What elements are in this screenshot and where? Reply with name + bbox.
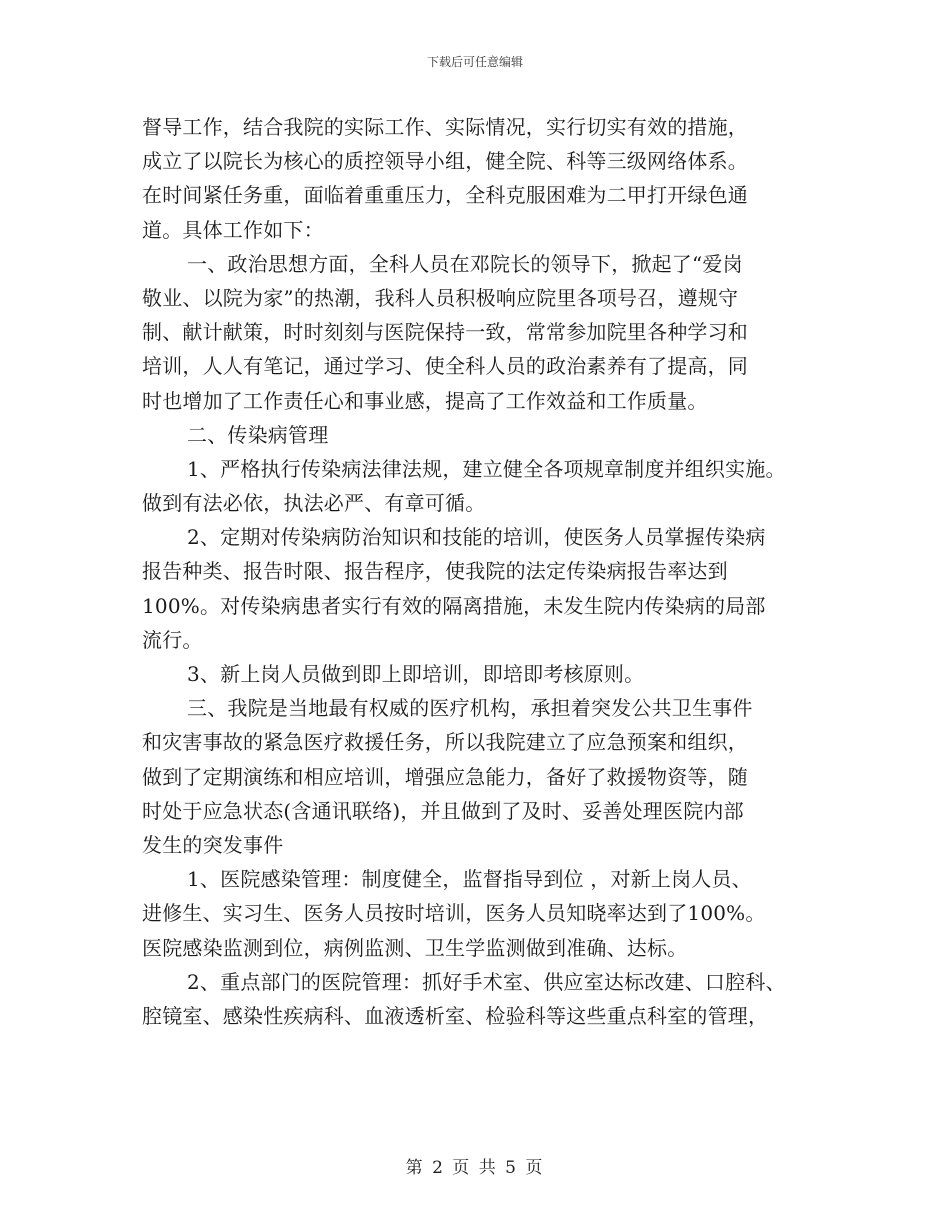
body-line: 报告种类、报告时限、报告程序，使我院的法定传染病报告率达到 — [142, 559, 728, 584]
list-item-key-departments: 2、重点部门的医院管理：抓好手术室、供应室达标改建、口腔科、 — [187, 969, 786, 994]
body-line: 100%。对传染病患者实行有效的隔离措施，未发生院内传染病的局部 — [142, 593, 766, 618]
list-item-1: 1、严格执行传染病法律法规，建立健全各项规章制度并组织实施。 — [187, 456, 786, 481]
document-body — [142, 110, 832, 1033]
body-line: 在时间紧任务重，面临着重重压力，全科克服困难为二甲打开绿色通 — [142, 183, 748, 208]
body-line: 进修生、实习生、医务人员按时培训，医务人员知晓率达到了100%。 — [142, 901, 766, 926]
body-line: 发生的突发事件 — [142, 832, 284, 857]
page-number-footer: 第 2 页 共 5 页 — [405, 1158, 545, 1178]
body-line: 医院感染监测到位，病例监测、卫生学监测做到准确、达标。 — [142, 935, 688, 960]
section-heading-infectious-disease: 二、传染病管理 — [187, 422, 329, 447]
header-note: 下载后可任意编辑 — [426, 55, 523, 69]
body-line: 培训，人人有笔记，通过学习、使全科人员的政治素养有了提高，同 — [142, 354, 748, 379]
body-line: 时处于应急状态(含通讯联络)，并且做到了及时、妥善处理医院内部 — [142, 798, 744, 823]
list-item-3: 3、新上岗人员做到即上即培训，即培即考核原则。 — [187, 662, 645, 686]
body-line: 腔镜室、感染性疾病科、血液透析室、检验科等这些重点科室的管理， — [142, 1003, 769, 1028]
body-line: 做到有法必依，执法必严、有章可循。 — [142, 491, 486, 516]
list-item-infection-management: 1、医院感染管理：制度健全，监督指导到位 ，对新上岗人员、 — [187, 867, 752, 892]
body-line: 时也增加了工作责任心和事业感，提高了工作效益和工作质量。 — [142, 388, 708, 413]
body-line: 成立了以院长为核心的质控领导小组，健全院、科等三级网络体系。 — [142, 149, 748, 174]
body-line: 道。具体工作如下： — [142, 217, 324, 242]
body-line: 和灾害事故的紧急医疗救援任务，所以我院建立了应急预案和组织， — [142, 730, 748, 755]
list-item-2: 2、定期对传染病防治知识和技能的培训，使医务人员掌握传染病 — [187, 525, 766, 550]
body-line: 督导工作，结合我院的实际工作、实际情况，实行切实有效的措施， — [142, 115, 748, 139]
body-line: 制、献计献策，时时刻刻与医院保持一致，常常参加院里各种学习和 — [142, 320, 748, 345]
body-line: 敬业、以院为家”的热潮，我科人员积极响应院里各项号召，遵规守 — [142, 285, 739, 310]
body-line: 流行。 — [142, 627, 203, 652]
section-heading-emergency: 三、我院是当地最有权威的医疗机构，承担着突发公共卫生事件 — [187, 696, 753, 721]
section-heading-politics: 一、政治思想方面，全科人员在邓院长的领导下，掀起了“爱岗 — [187, 251, 743, 276]
body-line: 做到了定期演练和相应培训，增强应急能力，备好了救援物资等，随 — [142, 764, 748, 789]
